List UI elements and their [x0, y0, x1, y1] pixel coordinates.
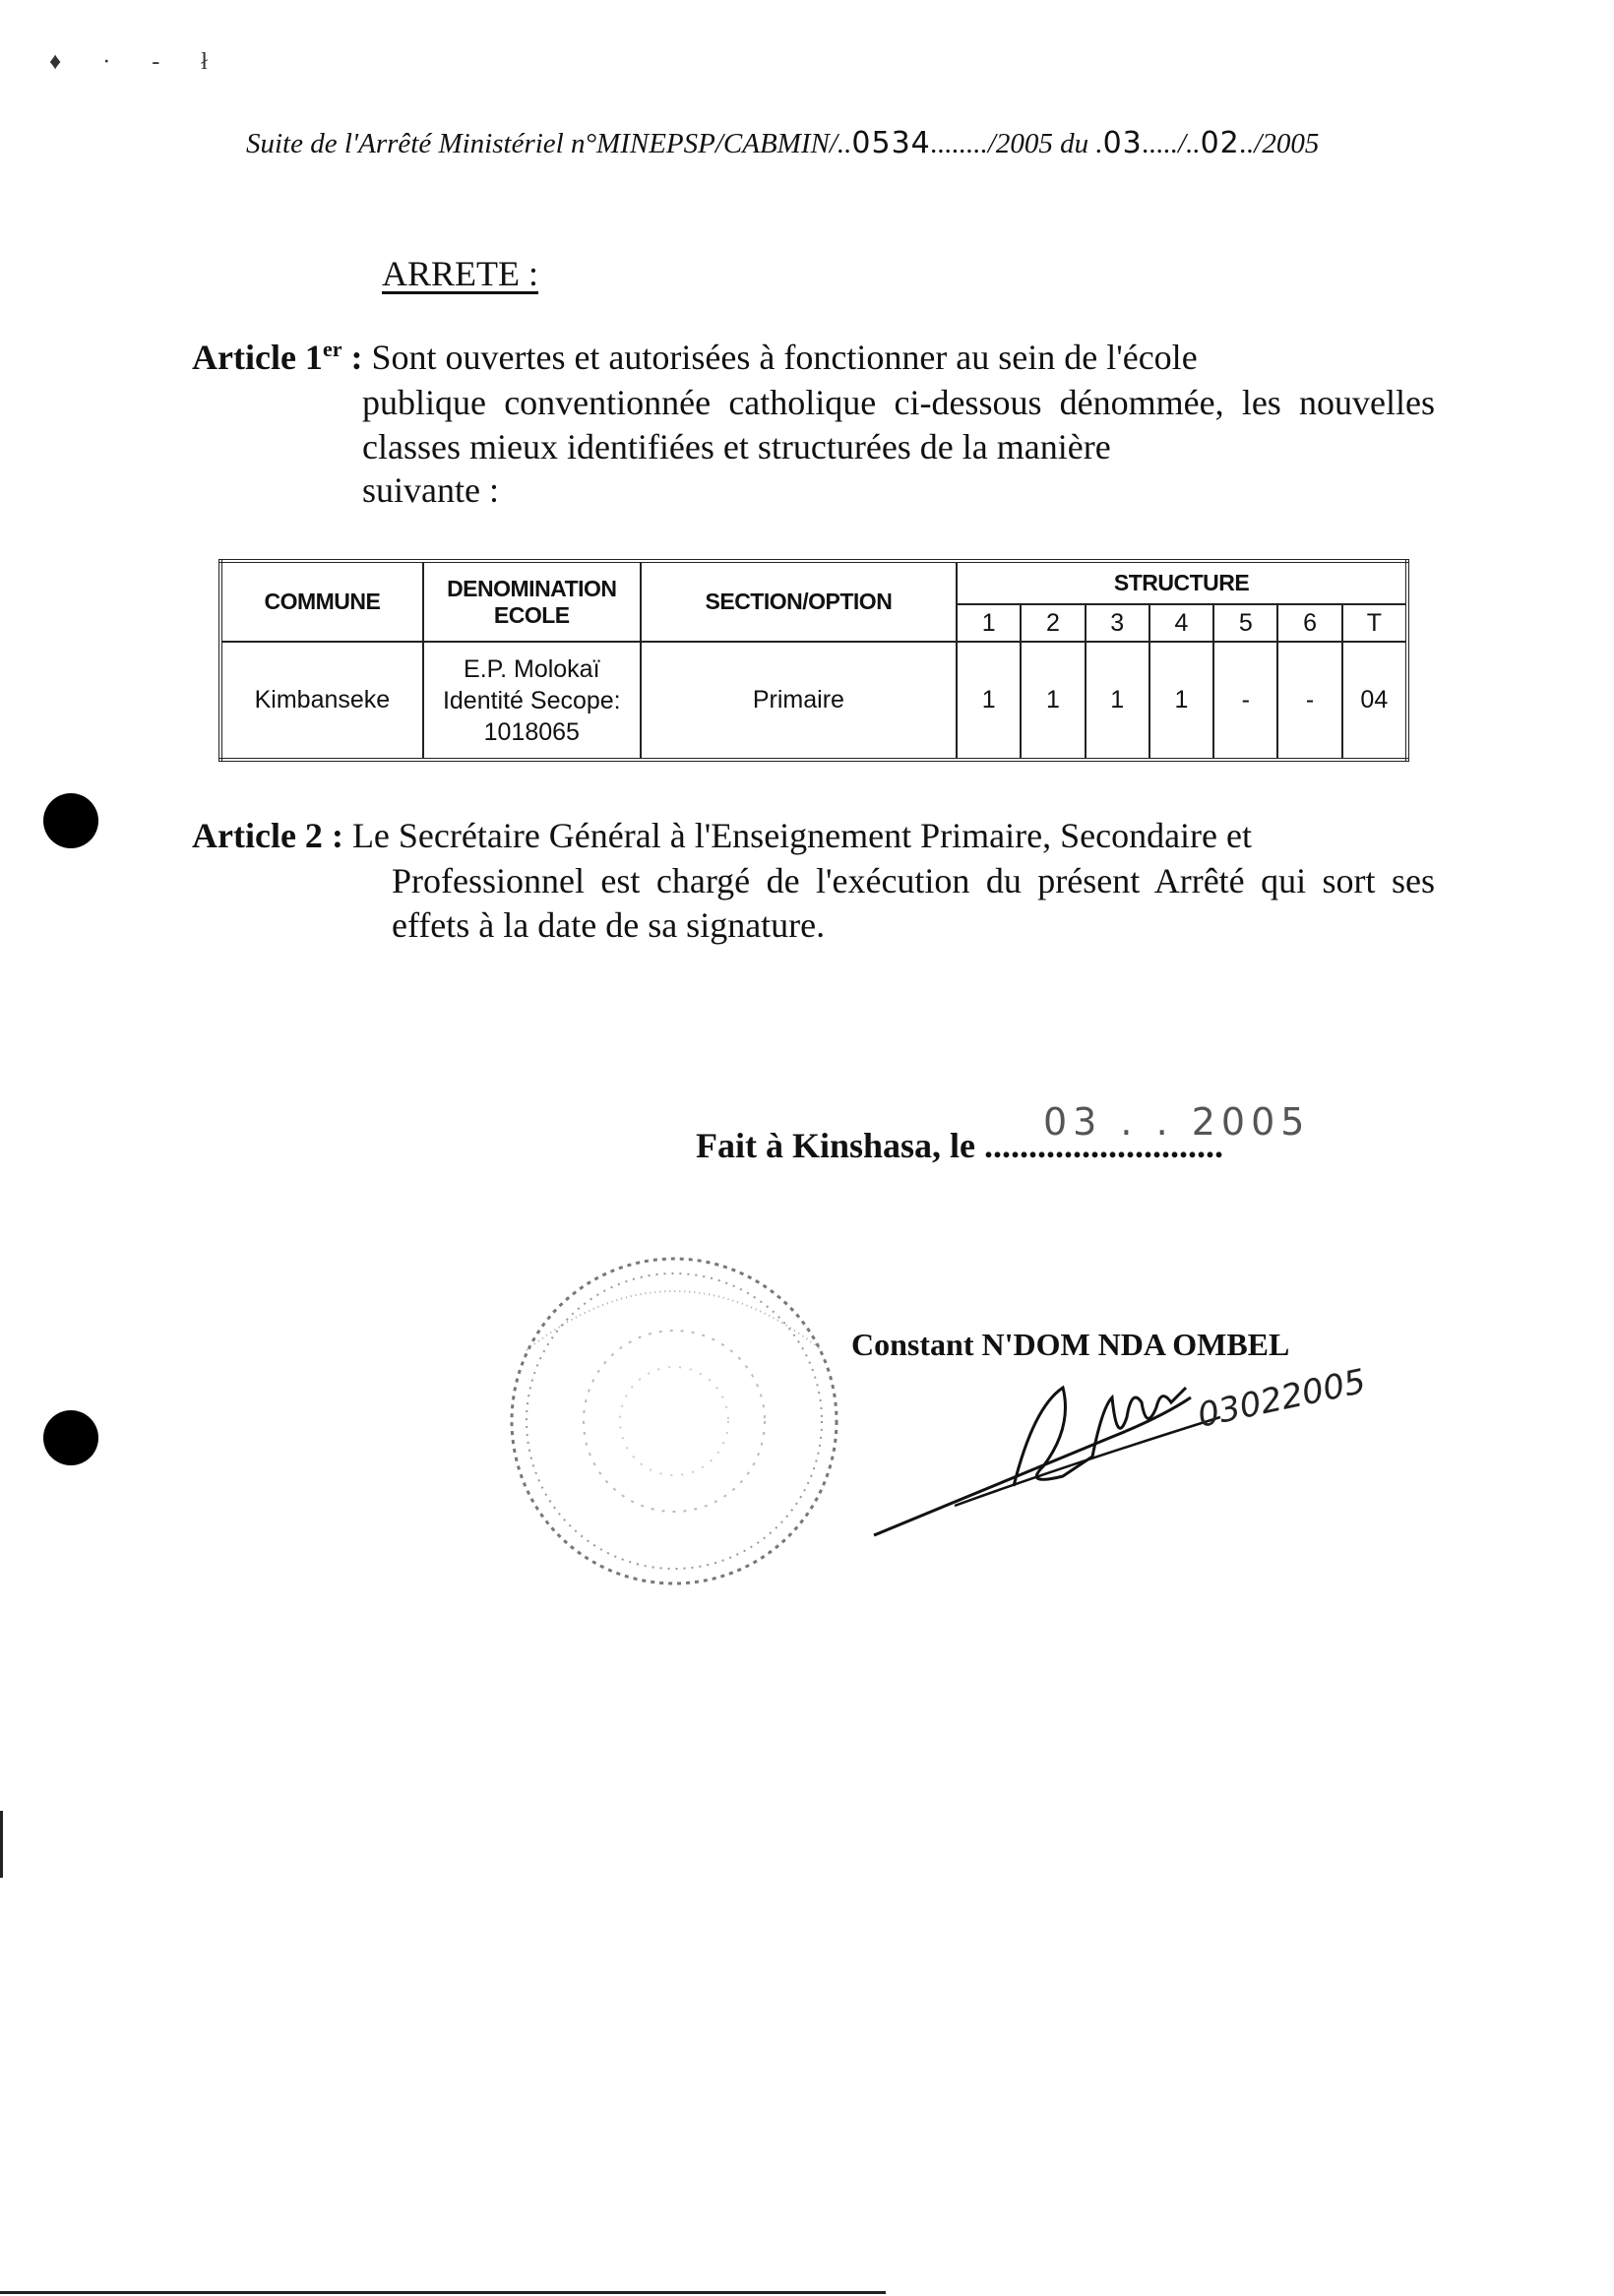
header-section: SECTION/OPTION [641, 561, 957, 642]
denomination-line-1: E.P. Molokaï [464, 654, 600, 683]
cell-structure-2: 1 [1021, 642, 1085, 760]
signer-name: Constant N'DOM NDA OMBEL [851, 1327, 1290, 1362]
handwritten-date: 03022005 [1194, 1361, 1370, 1436]
article-1-body: publique conventionnée catholique ci-dessous dénommée, les nouvelles classes mieux identifiées et structurées de la manière [362, 383, 1435, 466]
header-structure: STRUCTURE [957, 561, 1407, 604]
article-1-label: Article 1er : [192, 337, 372, 377]
header-decree-number: 0534 [851, 126, 931, 160]
article-1-text-start: Sont ouvertes et autorisées à fonctionner au sein de l'école [371, 338, 1198, 377]
structure-col-4: 4 [1149, 604, 1213, 642]
cell-structure-4: 1 [1149, 642, 1213, 760]
article-1-sup: er [322, 337, 342, 361]
denomination-line-3: 1018065 [483, 717, 580, 746]
structure-col-6: 6 [1277, 604, 1341, 642]
article-1-last-line: suivante : [362, 470, 499, 510]
document-header [246, 126, 1427, 160]
punch-hole-bottom [43, 1410, 98, 1465]
table-row [220, 642, 1407, 760]
article-2-text-start: Le Secrétaire Général à l'Enseignement Primaire, Secondaire et [351, 816, 1252, 855]
article-2-body: Professionnel est chargé de l'exécution du présent Arrêté qui sort ses effets à la date de sa signature. [392, 861, 1435, 945]
cell-denomination [423, 642, 641, 760]
header-commune: COMMUNE [220, 561, 423, 642]
structure-table [218, 559, 1409, 762]
structure-col-5: 5 [1213, 604, 1277, 642]
header-month: 02 [1200, 126, 1240, 160]
article-2-label: Article 2 : [192, 816, 352, 855]
scan-edge-mark [0, 1811, 3, 1878]
official-seal-icon [497, 1242, 851, 1596]
header-day: 03 [1102, 126, 1143, 160]
header-suffix: ../2005 [1239, 128, 1320, 159]
header-prefix: Suite de l'Arrêté Ministériel n°MINEPSP/CABMIN/.. [246, 128, 852, 159]
header-sep: ...../.. [1142, 128, 1201, 159]
cell-structure-1: 1 [957, 642, 1021, 760]
cell-structure-total: 04 [1342, 642, 1407, 760]
handwritten-signature-icon [866, 1348, 1378, 1545]
denomination-line-2: Identité Secope: [442, 686, 621, 714]
article-2-first-line [192, 815, 1252, 856]
margin-marks: ♦ · - ł [49, 49, 225, 75]
signature-place-date: Fait à Kinshasa, le ........................... [696, 1126, 1224, 1165]
cell-commune: Kimbanseke [220, 642, 423, 760]
scan-bottom-line [0, 2291, 886, 2294]
structure-col-total: T [1342, 604, 1407, 642]
structure-col-2: 2 [1021, 604, 1085, 642]
header-denomination: DENOMINATION ECOLE [423, 561, 641, 642]
header-middle: ......../2005 du . [930, 128, 1103, 159]
cell-structure-5: - [1213, 642, 1277, 760]
structure-col-1: 1 [957, 604, 1021, 642]
cell-structure-3: 1 [1086, 642, 1149, 760]
page-title: ARRETE : [382, 254, 538, 293]
cell-structure-6: - [1277, 642, 1341, 760]
article-1-first-line [192, 337, 1198, 378]
punch-hole-top [43, 793, 98, 848]
stamped-date: 03 . . 2005 [1043, 1100, 1311, 1144]
structure-col-3: 3 [1086, 604, 1149, 642]
cell-section: Primaire [641, 642, 957, 760]
